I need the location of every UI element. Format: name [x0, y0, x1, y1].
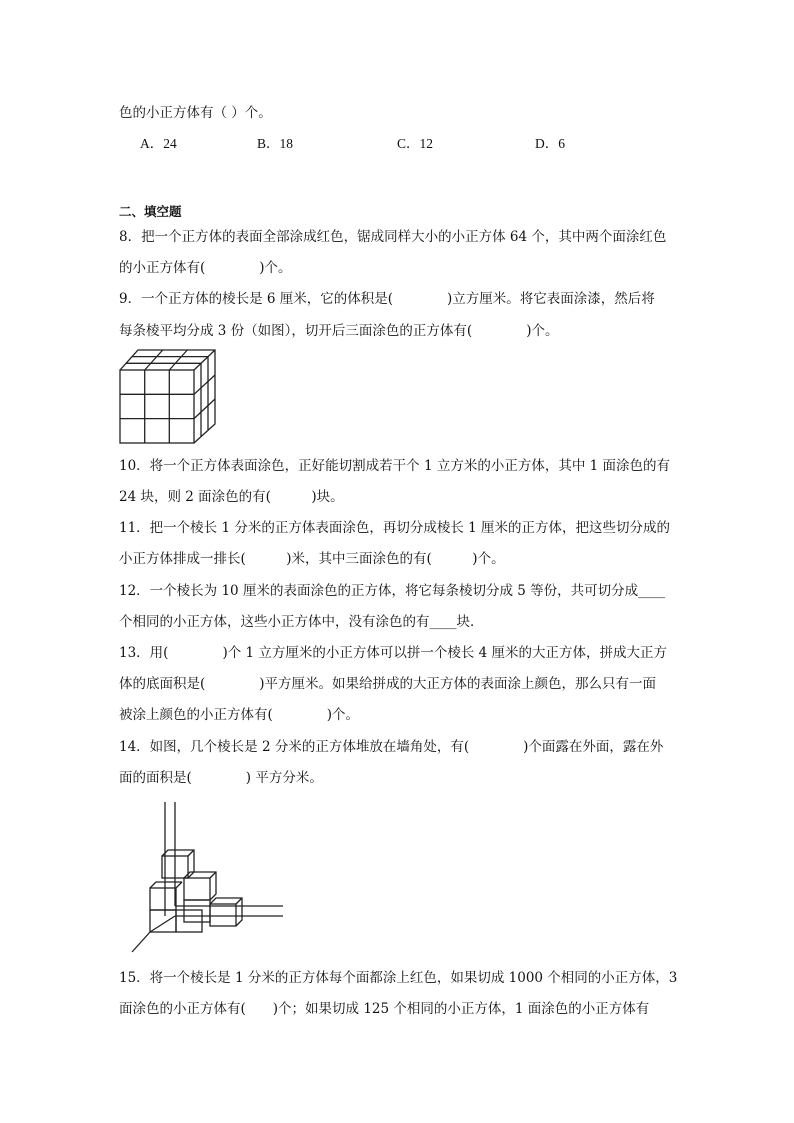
q13-line-2: 体的底面积是( )平方厘米。如果给拼成的大正方体的表面涂上颜色，那么只有一面 — [119, 676, 657, 692]
q7-option-a: A．24 — [140, 136, 177, 151]
stacked-cubes-corner-figure — [128, 800, 286, 956]
q14-line-1: 14．如图，几个棱长是 2 分米的正方体堆放在墙角处，有( )个面露在外面，露在外 — [119, 739, 664, 755]
q7-option-b: B．18 — [257, 136, 294, 151]
q10-line-2: 24 块，则 2 面涂色的有( )块。 — [119, 489, 344, 505]
cube-3x3-figure — [116, 346, 220, 446]
q8-line-1: 8．把一个正方体的表面全部涂成红色，锯成同样大小的小正方体 64 个，其中两个面涂红色 — [119, 229, 667, 245]
q12-line-2: 个相同的小正方体，这些小正方体中，没有涂色的有____块． — [119, 614, 484, 630]
q7-option-c: C．12 — [397, 136, 434, 151]
q13-line-3: 被涂上颜色的小正方体有( )个。 — [119, 707, 360, 723]
q11-line-2: 小正方体排成一排长( )米，其中三面涂色的有( )个。 — [119, 551, 505, 567]
q9-line-2: 每条棱平均分成 3 份（如图），切开后三面涂色的正方体有( )个。 — [119, 323, 559, 339]
q15-line-2: 面涂色的小正方体有( )个；如果切成 125 个相同的小正方体，1 面涂色的小正方体有 — [119, 1001, 650, 1017]
q10-line-1: 10．将一个正方体表面涂色，正好能切割成若干个 1 立方米的小正方体，其中 1 面涂色的有 — [119, 458, 671, 474]
q11-line-1: 11．把一个棱长 1 分米的正方体表面涂色，再切分成棱长 1 厘米的正方体，把这些切分成的 — [119, 520, 671, 536]
q15-line-1: 15．将一个棱长是 1 分米的正方体每个面都涂上红色，如果切成 1000 个相同的小正方体，3 — [119, 970, 678, 986]
q7-option-d: D．6 — [535, 136, 565, 151]
q7-tail: 色的小正方体有（ ）个。 — [119, 105, 272, 121]
q14-line-2: 面的面积是( ) 平方分米。 — [119, 770, 323, 786]
q13-line-1: 13．用( )个 1 立方厘米的小正方体可以拼一个棱长 4 厘米的大正方体，拼成大正方 — [119, 645, 668, 661]
q9-line-1: 9．一个正方体的棱长是 6 厘米，它的体积是( )立方厘米。将它表面涂漆，然后将 — [119, 291, 655, 307]
q12-line-1: 12．一个棱长为 10 厘米的表面涂色的正方体，将它每条棱切分成 5 等份，共可切分成____ — [119, 583, 666, 599]
section-heading: 二、填空题 — [119, 204, 182, 219]
q8-line-2: 的小正方体有( )个。 — [119, 260, 292, 276]
